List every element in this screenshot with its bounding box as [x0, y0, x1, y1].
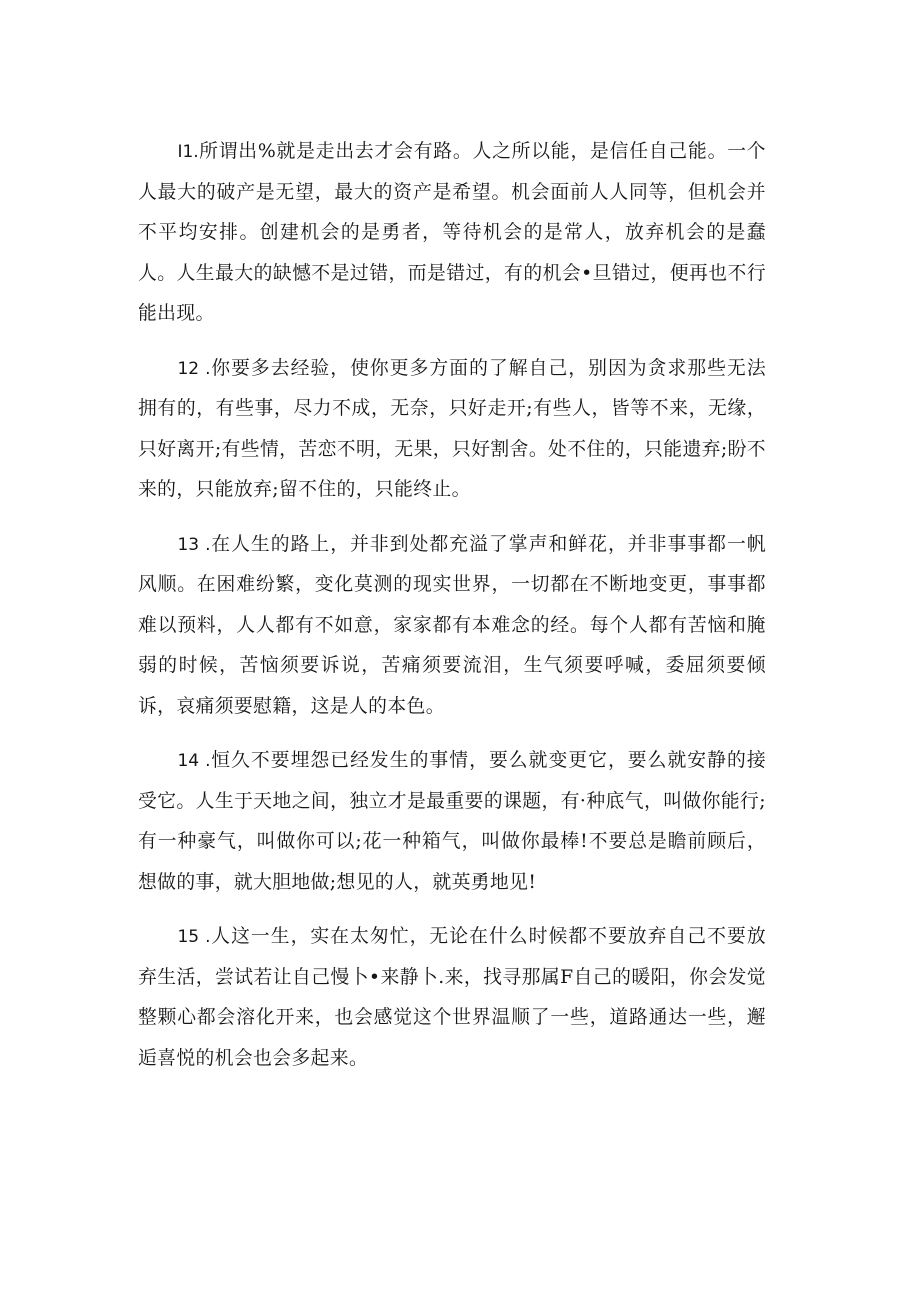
document-body: [138, 132, 766, 1093]
paragraph-15: [138, 917, 766, 1079]
paragraph-text: 人这一生，实在太匆忙，无论在什么时候都不要放弃自己不要放弃生活，尝试若让自己慢卜•来静卜.来，找寻那属F自己的暖阳，你会发觉整颗心都会溶化开来，也会感觉这个世界温顺了一些，道路通达一些，邂逅喜悦的机会也会多起来。: [138, 926, 766, 1069]
paragraph-11: [138, 132, 766, 335]
paragraph-13: [138, 525, 766, 728]
paragraph-number: 13 .: [177, 534, 211, 555]
paragraph-text: 你要多去经验，使你更多方面的了解自己，别因为贪求那些无法拥有的，有些事，尽力不成，无奈，只好走开;有些人，皆等不来，无缘，只好离开;有些情，苦恋不明，无果，只好割舍。处不住的，只能遗弃;盼不来的，只能放弃;留不住的，只能终止。: [138, 357, 766, 500]
paragraph-text: 恒久不要埋怨已经发生的事情，要么就变更它，要么就安静的接受它。人生于天地之间，独立才是最重要的课题，有·种底气，叫做你能行;有一种豪气，叫做你可以;花一种箱气，叫做你最棒!不要总是瞻前顾后，想做的事，就大胆地做;想见的人，就英勇地见!: [138, 750, 766, 893]
paragraph-14: [138, 741, 766, 903]
paragraph-number: 12 .: [177, 358, 211, 379]
paragraph-number: 14 .: [177, 751, 211, 771]
paragraph-number: I1.: [177, 142, 199, 162]
paragraph-12: [138, 349, 766, 511]
paragraph-number: 15 .: [177, 927, 211, 947]
paragraph-text: 所谓出%就是走出去才会有路。人之所以能，是信任自己能。一个人最大的破产是无望，最大的资产是希望。机会面前人人同等，但机会并不平均安排。创建机会的是勇者，等待机会的是常人，放弃机会的是蠢人。人生最大的缺憾不是过错，而是错过，有的机会•旦错过，便再也不行能出现。: [138, 141, 766, 324]
paragraph-text: 在人生的路上，并非到处都充溢了掌声和鲜花，并非事事都一帆风顺。在困难纷繁，变化莫测的现实世界，一切都在不断地变更，事事都难以预料，人人都有不如意，家家都有本难念的经。每个人都有苦恼和腌弱的时候，苦恼须要诉说，苦痛须要流泪，生气须要呼喊，委屈须要倾诉，哀痛须要慰籍，这是人的本色。: [138, 533, 766, 717]
